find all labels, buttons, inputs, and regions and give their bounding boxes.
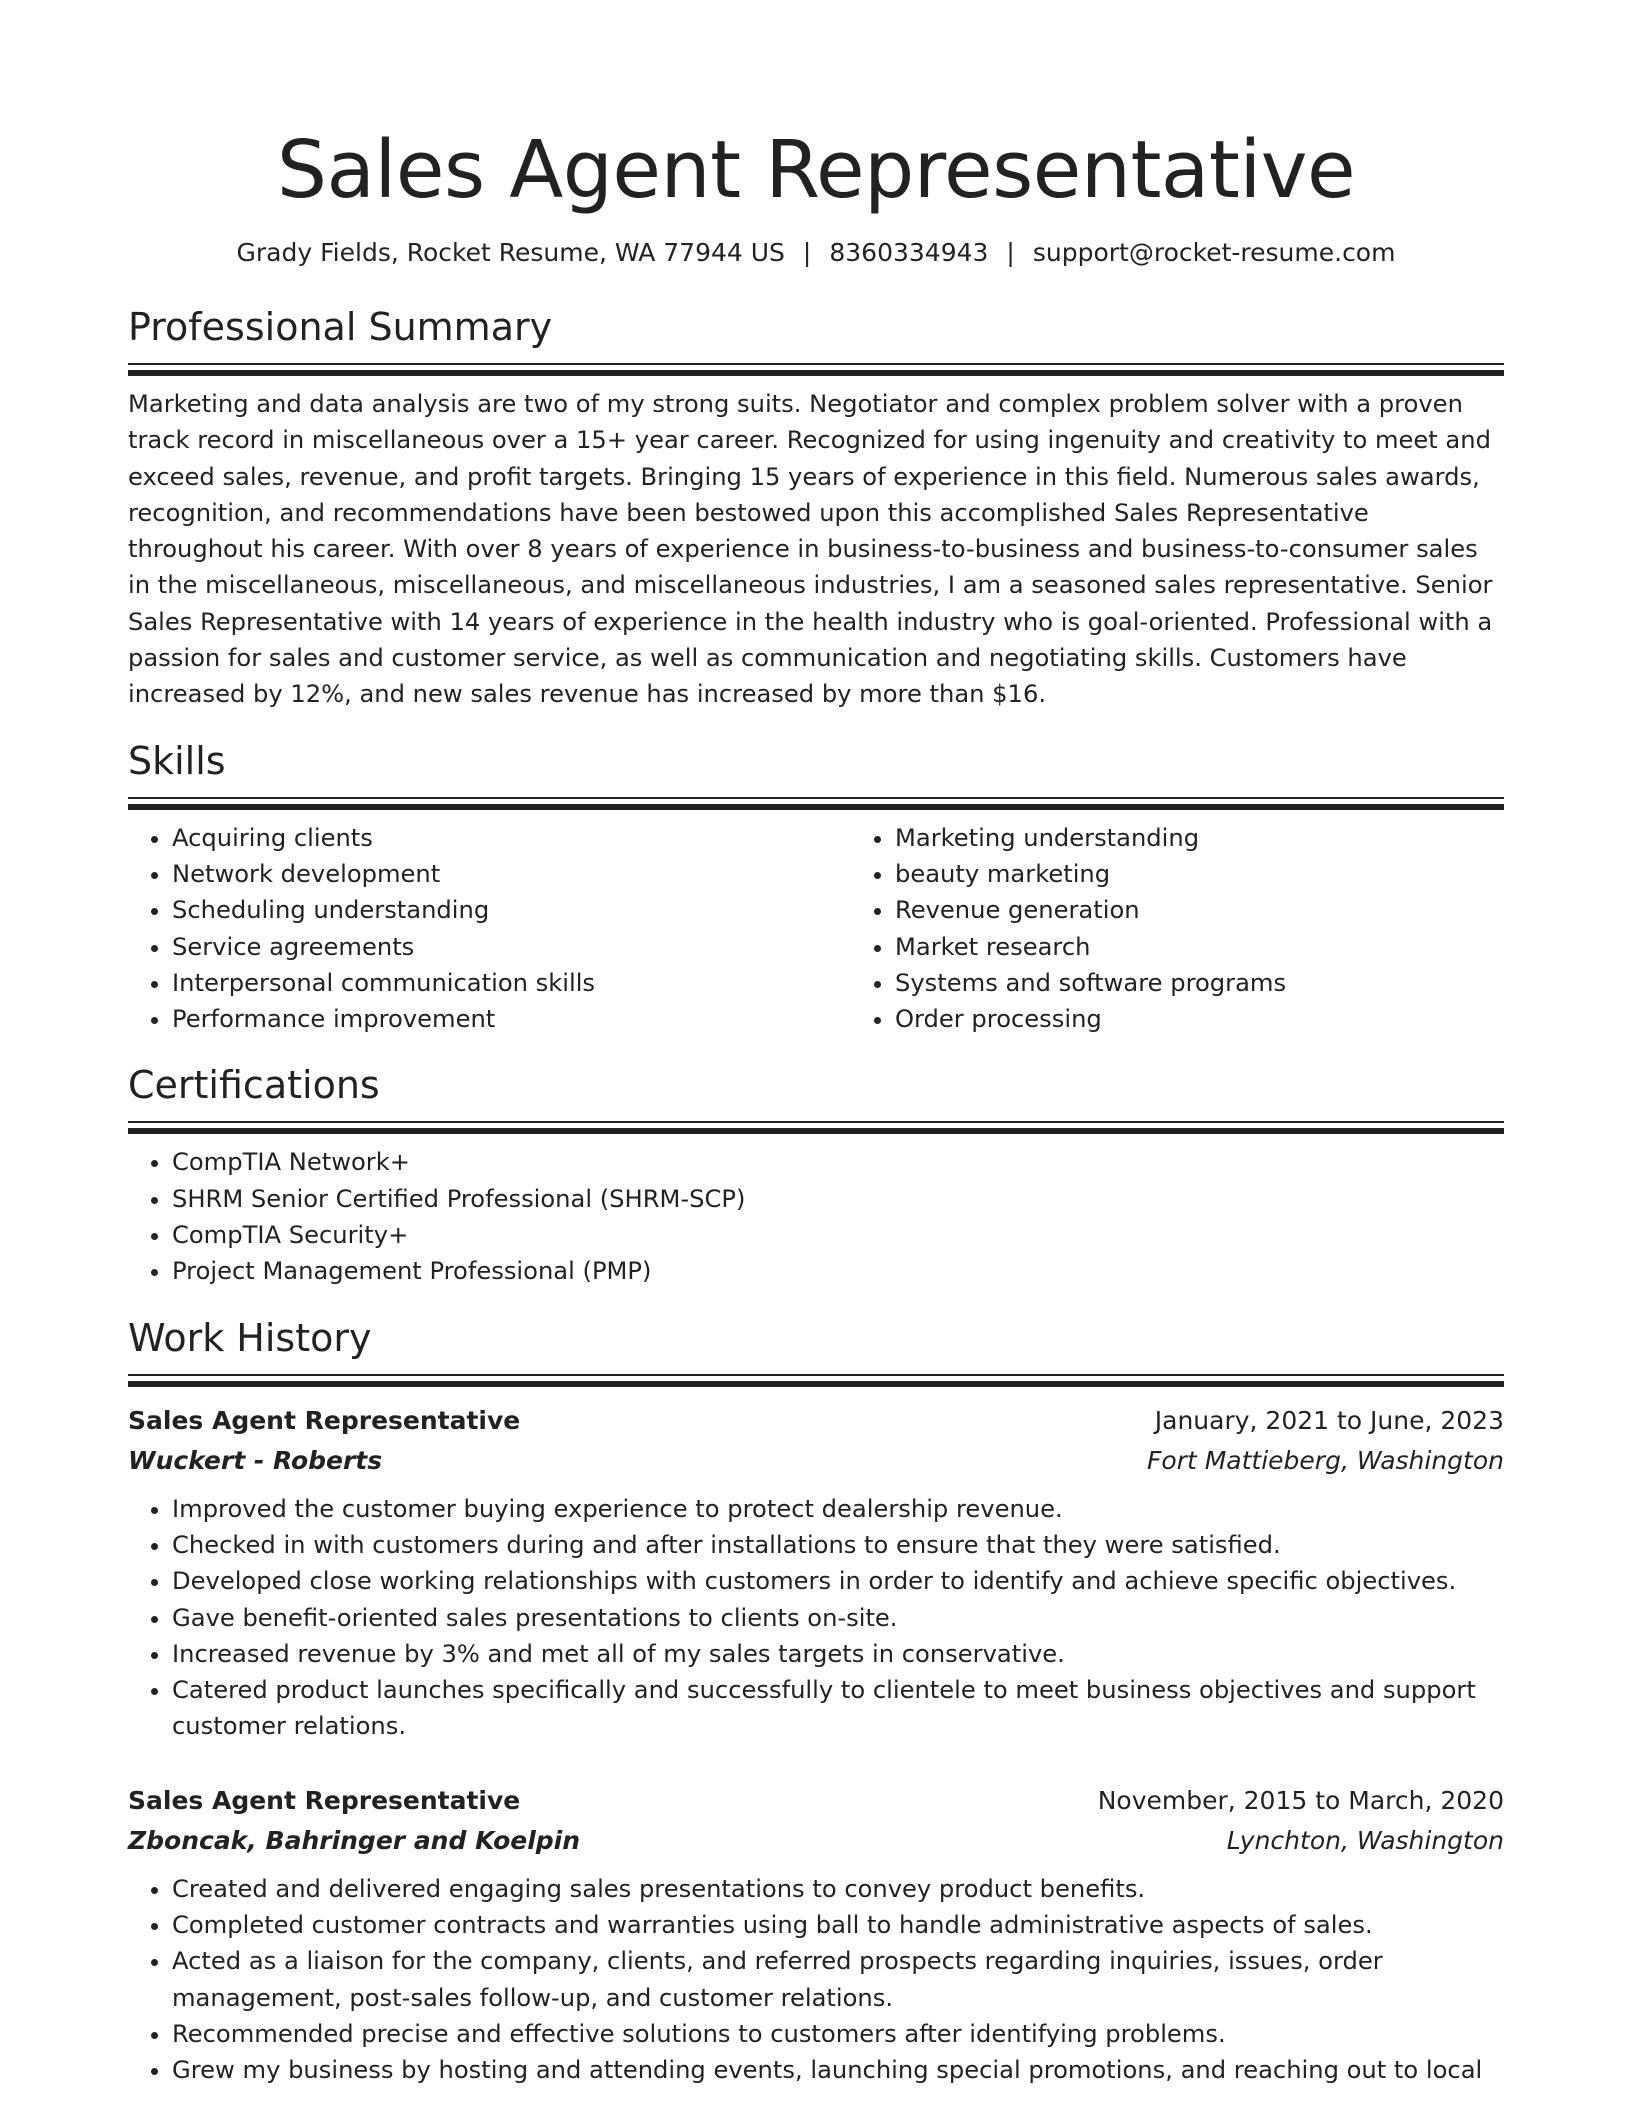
skill-item: • Marketing understanding [895, 820, 1574, 856]
skill-item: • Acquiring clients [172, 820, 851, 856]
job-company: Wuckert - Roberts [128, 1445, 383, 1475]
contact-address: Grady Fields, Rocket Resume, WA 77944 US [236, 238, 785, 267]
section-divider [128, 1121, 1504, 1134]
section-divider [128, 363, 1504, 376]
skill-item: • Scheduling understanding [172, 892, 851, 928]
candidate-name: Sales Agent Representative [276, 124, 1356, 216]
contact-line [128, 236, 1504, 270]
summary-text: Marketing and data analysis are two of my strong suits. Negotiator and complex problem solver with a proven track record in miscellaneous over a 15+ year career. Recognized for using ingenuity and creativity to meet and exceed sales, revenue, and profit targets. Bringing 15 years of experience in this field. Numerous sales awards, recognition, and recommendations have been bestowed upon this accomplished Sales Representative throughout his career. With over 8 years of experience in business-to-business and business-to-consumer sales in the miscellaneous, miscellaneous, and miscellaneous industries, I am a seasoned sales representative. Senior Sales Representative with 14 years of experience in the health industry who is goal-oriented. Professional with a passion for sales and customer service, as well as communication and negotiating skills. Customers have increased by 12%, and new sales revenue has increased by more than $16. [128, 390, 1493, 709]
skills-list-left [128, 820, 851, 1038]
section-title-skills: Skills [128, 738, 226, 783]
job-location: Fort Mattieberg, Washington [1147, 1445, 1504, 1475]
section-title-certifications: Certifications [128, 1063, 380, 1108]
job-bullet: • Created and delivered engaging sales presentations to convey product benefits. [172, 1871, 1504, 1907]
certification-item: • CompTIA Security+ [172, 1217, 1504, 1253]
job-bullets [128, 1491, 1504, 1745]
skill-item: • Order processing [895, 1001, 1574, 1037]
skill-item: • Performance improvement [172, 1001, 851, 1037]
job-dates: January, 2021 to June, 2023 [1154, 1405, 1504, 1435]
job-subheader [128, 1441, 1504, 1481]
job-entry [128, 1401, 1504, 1745]
certification-item: • Project Management Professional (PMP) [172, 1253, 1504, 1289]
certifications-list [128, 1144, 1504, 1289]
skill-item: • Market research [895, 929, 1574, 965]
job-bullet: • Improved the customer buying experience to protect dealership revenue. [172, 1491, 1504, 1527]
section-title-work-history: Work History [128, 1315, 372, 1360]
skills-list-right [851, 820, 1574, 1038]
skills-section [128, 737, 1504, 1038]
contact-phone: 8360334943 [829, 238, 989, 267]
job-bullet: • Acted as a liaison for the company, clients, and referred prospects regarding inquiries, issues, order management, post-sales follow-up, and customer relations. [172, 1943, 1504, 2016]
job-company: Zboncak, Bahringer and Koelpin [128, 1825, 581, 1855]
summary-section [128, 303, 1504, 713]
skill-item: • beauty marketing [895, 856, 1574, 892]
job-bullet: • Recommended precise and effective solutions to customers after identifying problems. [172, 2016, 1504, 2052]
skills-columns [128, 820, 1504, 1038]
job-bullet: • Catered product launches specifically and successfully to clientele to meet business objectives and support customer relations. [172, 1672, 1504, 1745]
work-history-section [128, 1314, 1504, 2089]
skill-item: • Network development [172, 856, 851, 892]
job-dates: November, 2015 to March, 2020 [1097, 1785, 1504, 1815]
job-title: Sales Agent Representative [128, 1785, 521, 1815]
job-bullet: • Developed close working relationships with customers in order to identify and achieve specific objectives. [172, 1563, 1504, 1599]
job-bullets [128, 1871, 1504, 2089]
job-bullet: • Checked in with customers during and after installations to ensure that they were satisfied. [172, 1527, 1504, 1563]
job-header [128, 1401, 1504, 1441]
job-location: Lynchton, Washington [1226, 1825, 1504, 1855]
certification-item: • CompTIA Network+ [172, 1144, 1504, 1180]
job-header [128, 1781, 1504, 1821]
job-subheader [128, 1821, 1504, 1861]
skill-item: • Revenue generation [895, 892, 1574, 928]
section-title-summary: Professional Summary [128, 305, 553, 349]
section-divider [128, 1374, 1504, 1387]
certifications-section [128, 1061, 1504, 1289]
job-bullet: • Gave benefit-oriented sales presentations to clients on-site. [172, 1600, 1504, 1636]
job-entry [128, 1781, 1504, 2089]
skill-item: • Interpersonal communication skills [172, 965, 851, 1001]
contact-email: support@rocket-resume.com [1032, 238, 1396, 267]
job-bullet: • Grew my business by hosting and attending events, launching special promotions, and reaching out to local [172, 2052, 1504, 2088]
contact-separator: | [802, 238, 812, 267]
skill-item: • Systems and software programs [895, 965, 1574, 1001]
job-bullet: • Completed customer contracts and warranties using ball to handle administrative aspects of sales. [172, 1907, 1504, 1943]
section-divider [128, 797, 1504, 810]
job-bullet: • Increased revenue by 3% and met all of my sales targets in conservative. [172, 1636, 1504, 1672]
certification-item: • SHRM Senior Certified Professional (SHRM-SCP) [172, 1181, 1504, 1217]
contact-separator: | [1006, 238, 1015, 267]
job-title: Sales Agent Representative [128, 1405, 521, 1435]
skill-item: • Service agreements [172, 929, 851, 965]
resume-page [128, 0, 1504, 2089]
